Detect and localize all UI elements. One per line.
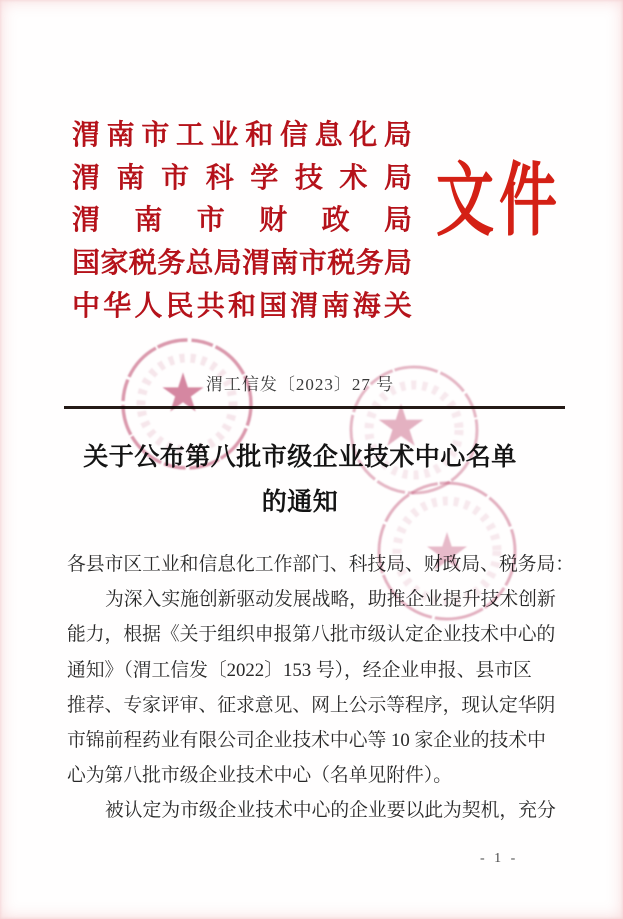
body-line: 通知》（渭工信发〔2022〕153 号），经企业申报、县市区 [67,659,532,681]
header-divider [64,406,565,409]
document-title-line1: 关于公布第八批市级企业技术中心名单 [83,444,517,471]
document-number: 渭工信发〔2023〕27 号 [205,375,395,394]
body-line: 心为第八批市级企业技术中心（名单见附件）。 [67,765,453,787]
doc-type-label: 文件 [436,156,563,247]
agency-name: 渭 南 市 工 业 和 信 息 化 局 [72,120,412,152]
agency-name: 渭 南 市 科 学 技 术 局 [72,162,412,194]
body-line: 被认定为市级企业技术中心的企业要以此为契机，充分 [105,800,556,822]
document-title [0,435,600,525]
body-line: 各县市区工业和信息化工作部门、科技局、财政局、税务局： [67,554,575,575]
body-line: 市锦前程药业有限公司企业技术中心等 10 家企业的技术中 [67,730,546,752]
document-body [67,547,575,829]
agency-name: 渭 南 市 财 政 局 [72,205,412,237]
agency-name: 国 家 税 务 总 局 渭 南 市 税 务 局 [72,248,412,280]
agency-name: 中 华 人 民 共 和 国 渭 南 海 关 [72,290,412,322]
body-line: 为深入实施创新驱动发展战略，助推企业提升技术创新 [105,589,556,611]
body-line: 能力，根据《关于组织申报第八批市级认定企业技术中心的 [67,624,556,646]
document-title-line2: 的通知 [261,489,339,516]
body-line: 推荐、专家评审、征求意见、网上公示等程序，现认定华阴 [67,694,556,716]
page-number: - 1 - [480,851,519,866]
letterhead [72,112,412,325]
